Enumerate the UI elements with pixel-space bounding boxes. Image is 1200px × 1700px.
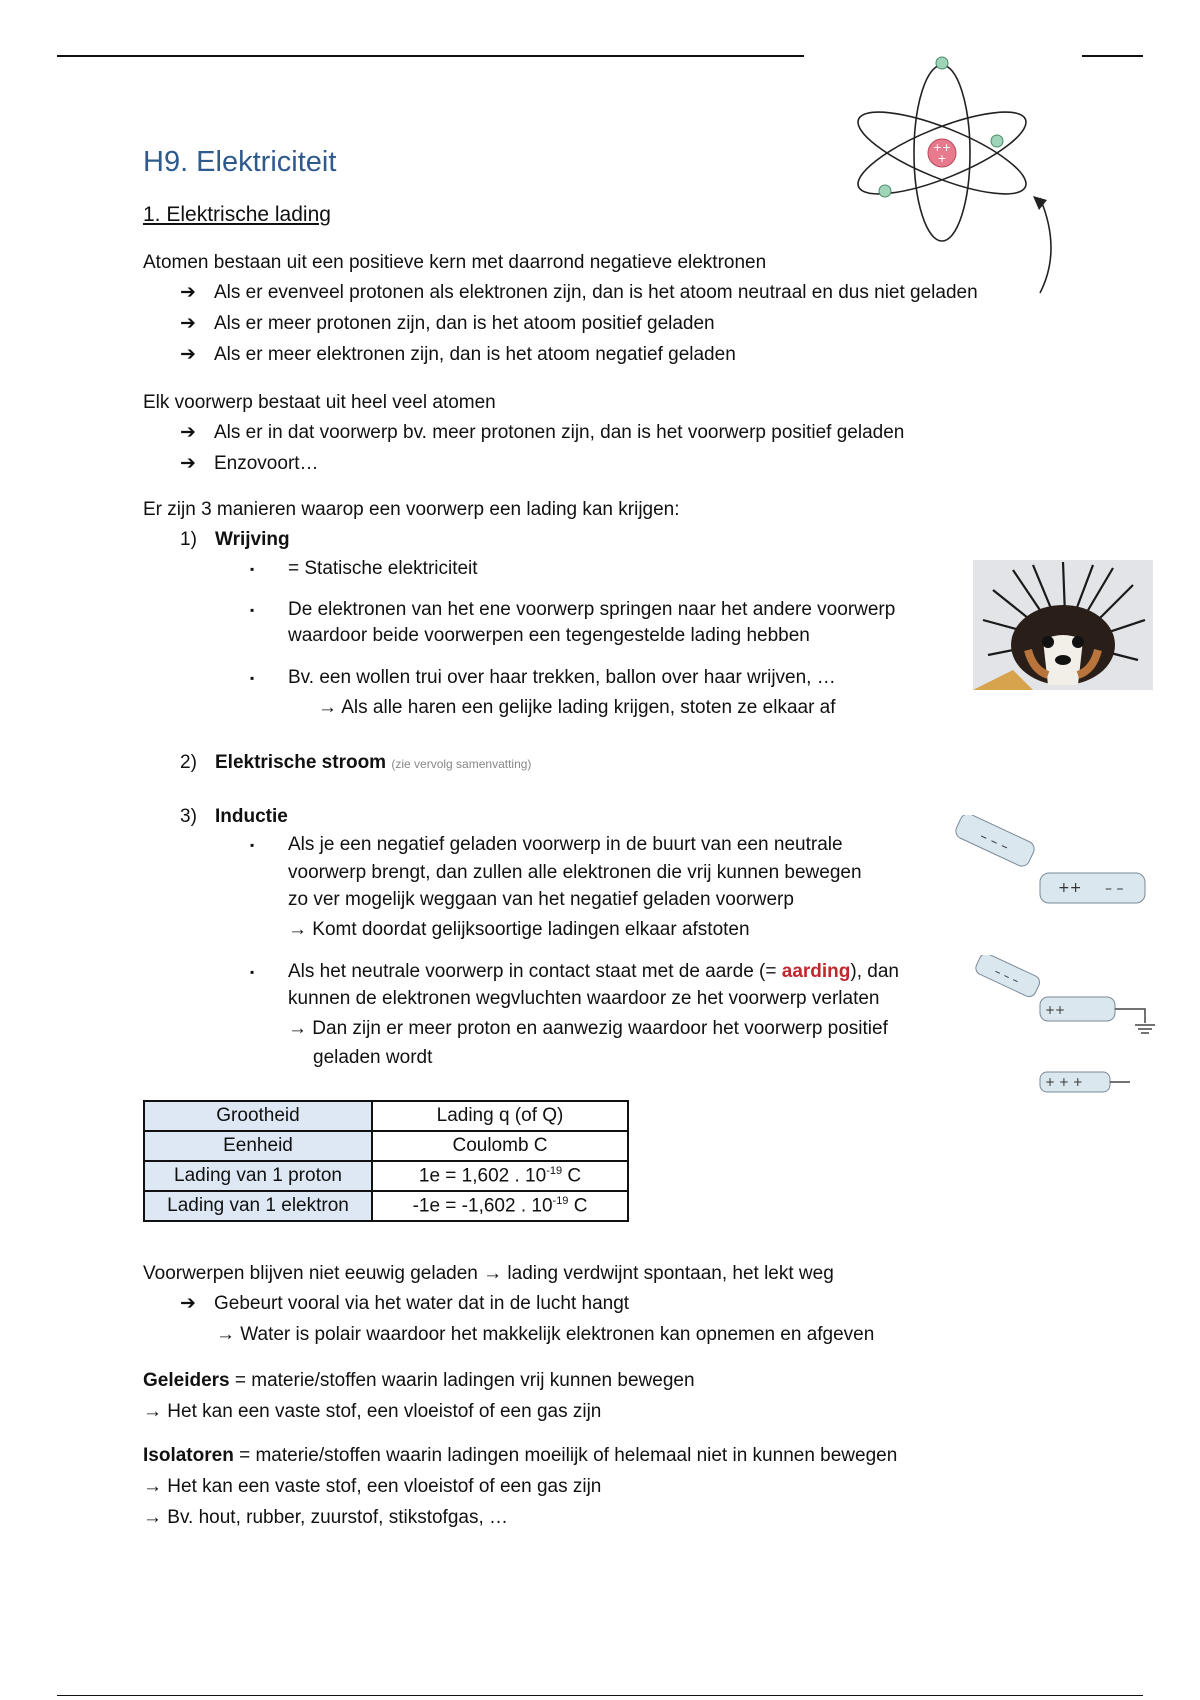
table-cell: Lading q (of Q) — [372, 1101, 628, 1131]
square-bullet-icon: ▪ — [250, 562, 255, 576]
table-row — [144, 1131, 628, 1161]
way3-sub: → Komt doordat gelijksoortige ladingen elkaar afstoten — [288, 919, 750, 940]
table-cell: -1e = -1,602 . $10^{-19}$ C — [372, 1191, 628, 1221]
charge-table — [143, 1100, 629, 1222]
arrow-icon: → — [288, 1018, 307, 1039]
header-rule-right — [1082, 55, 1143, 57]
way1-bullet: Bv. een wollen trui over haar trekken, ballon over haar wrijven, … — [288, 667, 836, 688]
svg-text:– –: – – — [1105, 881, 1124, 897]
square-bullet-icon: ▪ — [250, 838, 255, 852]
dog-photo — [973, 560, 1153, 690]
svg-text:– – –: – – – — [977, 828, 1012, 856]
induction-diagram-1 — [950, 815, 1150, 915]
way2-heading: 2) Elektrische stroom (zie vervolg samenvatting) — [180, 752, 532, 773]
table-cell: Lading van 1 elektron — [144, 1191, 372, 1221]
way3-sub-cont: geladen wordt — [313, 1047, 433, 1068]
table-row — [144, 1161, 628, 1191]
arrow-bullet-icon: ➔ — [180, 344, 196, 365]
list-item: ➔ Als er meer elektronen zijn, dan is het atoom negatief geladen — [180, 342, 736, 368]
list-item: ➔ Als er meer protonen zijn, dan is het atoom positief geladen — [180, 311, 715, 337]
table-cell: Eenheid — [144, 1131, 372, 1161]
table-cell: Grootheid — [144, 1101, 372, 1131]
svg-text:++: ++ — [1045, 1003, 1066, 1017]
way3-sub: → Dan zijn er meer proton en aanwezig waardoor het voorwerp positief — [288, 1018, 888, 1039]
way3-bullet-cont: kunnen de elektronen wegvluchten waardoor ze het voorwerp verlaten — [288, 988, 880, 1009]
atom-diagram — [840, 50, 1060, 300]
way3-bullet-cont: zo ver mogelijk weggaan van het negatief geladen voorwerp — [288, 889, 794, 910]
square-bullet-icon: ▪ — [250, 671, 255, 685]
header-rule-left — [57, 55, 804, 57]
conductors-item: → Het kan een vaste stof, een vloeistof of een gas zijn — [143, 1401, 602, 1422]
way1-bullet-cont: waardoor beide voorwerpen een tegengestelde lading hebben — [288, 625, 810, 646]
list-item: ➔ Gebeurt vooral via het water dat in de lucht hangt — [180, 1291, 629, 1317]
footer-rule — [57, 1695, 1143, 1696]
svg-text:++: ++ — [1058, 880, 1082, 896]
arrow-icon: → — [288, 919, 307, 940]
table-cell: 1e = 1,602 . $10^{-19}$ C — [372, 1161, 628, 1191]
svg-text:– – –: – – – — [992, 964, 1022, 988]
list-item: ➔ Enzovoort… — [180, 451, 319, 477]
table-row — [144, 1101, 628, 1131]
arrow-bullet-icon: ➔ — [180, 422, 196, 443]
objects-text: Elk voorwerp bestaat uit heel veel atomen — [143, 392, 496, 413]
arrow-bullet-icon: ➔ — [180, 282, 196, 303]
svg-text:++: ++ — [932, 141, 952, 154]
ways-intro: Er zijn 3 manieren waarop een voorwerp een lading kan krijgen: — [143, 499, 680, 520]
insulators-item: → Het kan een vaste stof, een vloeistof of een gas zijn — [143, 1476, 602, 1497]
way1-bullet: De elektronen van het ene voorwerp springen naar het andere voorwerp — [288, 599, 896, 620]
table-cell: Coulomb C — [372, 1131, 628, 1161]
way3-heading: 3) Inductie — [180, 806, 288, 827]
conductors-definition: Geleiders = materie/stoffen waarin ladingen vrij kunnen bewegen — [143, 1370, 695, 1391]
intro-text: Atomen bestaan uit een positieve kern met daarrond negatieve elektronen — [143, 252, 767, 273]
insulators-item: → Bv. hout, rubber, zuurstof, stikstofgas, … — [143, 1507, 509, 1528]
curved-arrow — [1040, 198, 1051, 293]
table-row — [144, 1191, 628, 1221]
arrow-bullet-icon: ➔ — [180, 1293, 196, 1314]
arrow-icon: → — [318, 697, 337, 718]
electron — [991, 135, 1003, 147]
list-item: ➔ Als er evenveel protonen als elektronen zijn, dan is het atoom neutraal en dus niet geladen — [180, 280, 978, 306]
electron — [936, 57, 948, 69]
square-bullet-icon: ▪ — [250, 603, 255, 617]
leak-sub: → Water is polair waardoor het makkelijk elektronen kan opnemen en afgeven — [216, 1324, 875, 1345]
leak-text: Voorwerpen blijven niet eeuwig geladen → lading verdwijnt spontaan, het lekt weg — [143, 1263, 834, 1284]
electron — [879, 185, 891, 197]
way1-heading: 1) Wrijving — [180, 529, 290, 550]
way1-bullet: = Statische elektriciteit — [288, 558, 478, 579]
square-bullet-icon: ▪ — [250, 965, 255, 979]
page-title: H9. Elektriciteit — [143, 146, 337, 178]
way1-sub: → Als alle haren een gelijke lading krijgen, stoten ze elkaar af — [318, 697, 836, 718]
way3-bullet: Als je een negatief geladen voorwerp in de buurt van een neutrale — [288, 834, 843, 855]
list-item: ➔ Als er in dat voorwerp bv. meer protonen zijn, dan is het voorwerp positief geladen — [180, 420, 904, 446]
insulators-definition: Isolatoren = materie/stoffen waarin ladingen moeilijk of helemaal niet in kunnen bewegen — [143, 1445, 898, 1466]
section-heading: 1. Elektrische lading — [143, 203, 331, 226]
arrow-bullet-icon: ➔ — [180, 313, 196, 334]
way3-bullet-cont: voorwerp brengt, dan zullen alle elektronen die vrij kunnen bewegen — [288, 862, 862, 883]
svg-text:+ + +: + + + — [1045, 1075, 1083, 1089]
induction-diagram-2 — [970, 955, 1160, 1095]
svg-text:+: + — [937, 152, 947, 165]
arrow-bullet-icon: ➔ — [180, 453, 196, 474]
table-cell: Lading van 1 proton — [144, 1161, 372, 1191]
way3-bullet: Als het neutrale voorwerp in contact staat met de aarde (= aarding), dan — [288, 961, 899, 982]
